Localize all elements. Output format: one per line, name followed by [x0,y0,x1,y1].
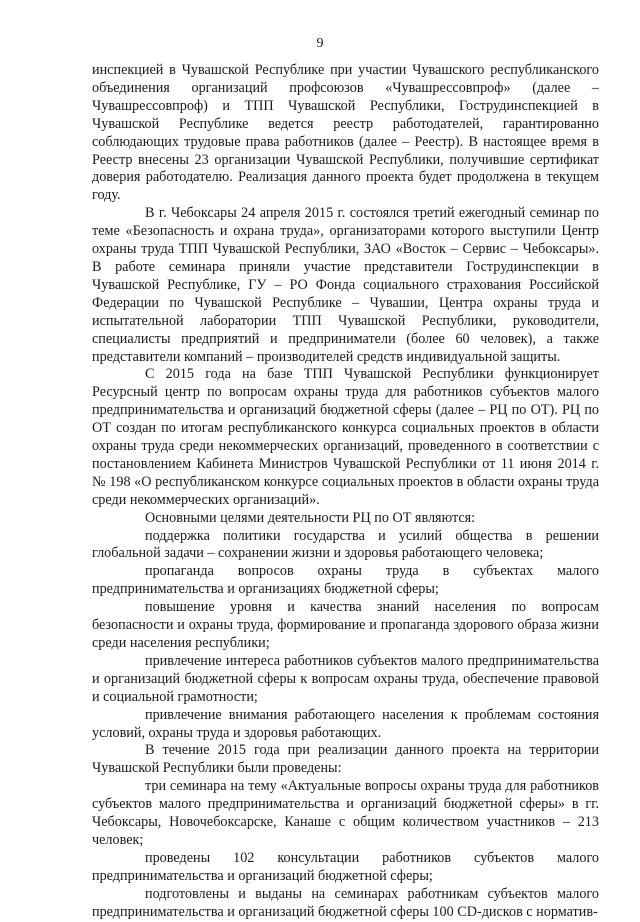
page-number: 9 [316,36,324,51]
paragraph: В течение 2015 года при реализации данного проекта на территории Чувашской Республики были проведены: [92,742,599,777]
list-item: повышение уровня и качества знаний населения по вопросам безопасности и охраны труда, формирование и пропаганда здорового образа жизни среди населения республики; [92,599,599,651]
list-item: поддержка политики государства и усилий общества в решении глобальной задачи – сохранении жизни и здоровья работающего человека; [92,527,599,562]
paragraph: инспекцией в Чувашской Республике при участии Чувашского республиканского объединения организаций профсоюзов «Чувашрессовпроф» (далее – Чувашрессовпроф) и ТПП Чувашской Республики, Гострудинспекцией в Чувашской Республике ведется реестр работодателей, гарантированно соблюдающих трудовые права работников (далее – Реестр). В настоящее время в Реестр внесены 23 организации Чувашской Республики, получившие сертификат доверия работодателю. Реализация данного проекта будет продолжена в текущем году. [92,62,599,204]
paragraph: С 2015 года на базе ТПП Чувашской Республики функционирует Ресурсный центр по вопросам охраны труда для работников субъектов малого предпринимательства и организаций бюджетной сферы (далее – РЦ по ОТ). РЦ по ОТ создан по итогам республиканского конкурса социальных проектов в области охраны труда среди некоммерческих организаций, проведенного в соответствии с постановлением Кабинета Министров Чувашской Республики от 11 июня 2014 г. № 198 «О республиканском конкурсе социальных проектов в области охраны труда среди некоммерческих организаций». [92,366,599,508]
list-item: подготовлены и выданы на семинарах работникам субъектов малого предпринимательства и организаций бюджетной сферы 100 CD-дисков с норматив- [92,885,599,920]
list-item: привлечение интереса работников субъектов малого предпринимательства и организаций бюджетной сферы к вопросам охраны труда, обеспечение правовой и социальной грамотности; [92,652,599,705]
list-item: пропаганда вопросов охраны труда в субъектах малого предпринимательства и организациях бюджетной сферы; [92,563,599,598]
list-item: три семинара на тему «Актуальные вопросы охраны труда для работников субъектов малого предпринимательства и организаций бюджетной сферы» в гг. Чебоксары, Новочебоксарске, Канаше с общим количеством участников – 213 человек; [92,778,599,848]
paragraph: В г. Чебоксары 24 апреля 2015 г. состоялся третий ежегодный семинар по теме «Безопасность и охрана труда», организаторами которого выступили Центр охраны труда ТПП Чувашской Республики, ЗАО «Восток – Сервис – Чебоксары». В работе семинара приняли участие представители Гострудинспекции в Чувашской Республике, ГУ – РО Фонда социального страхования Российской Федерации по Чувашской Республике – Чувашии, Центра охраны труда и испытательной лаборатории ТПП Чувашской Республики, руководители, специалисты предприятий и предприниматели (более 60 человек), а также представители компаний – производителей средств индивидуальной защиты. [92,205,599,365]
document-body [92,62,599,922]
list-item: проведены 102 консультации работников субъектов малого предпринимательства и организаций бюджетной сферы; [92,849,599,884]
paragraph: Основными целями деятельности РЦ по ОТ являются: [145,509,476,526]
list-item: привлечение внимания работающего населения к проблемам состояния условий, охраны труда и здоровья работающих. [92,706,599,741]
